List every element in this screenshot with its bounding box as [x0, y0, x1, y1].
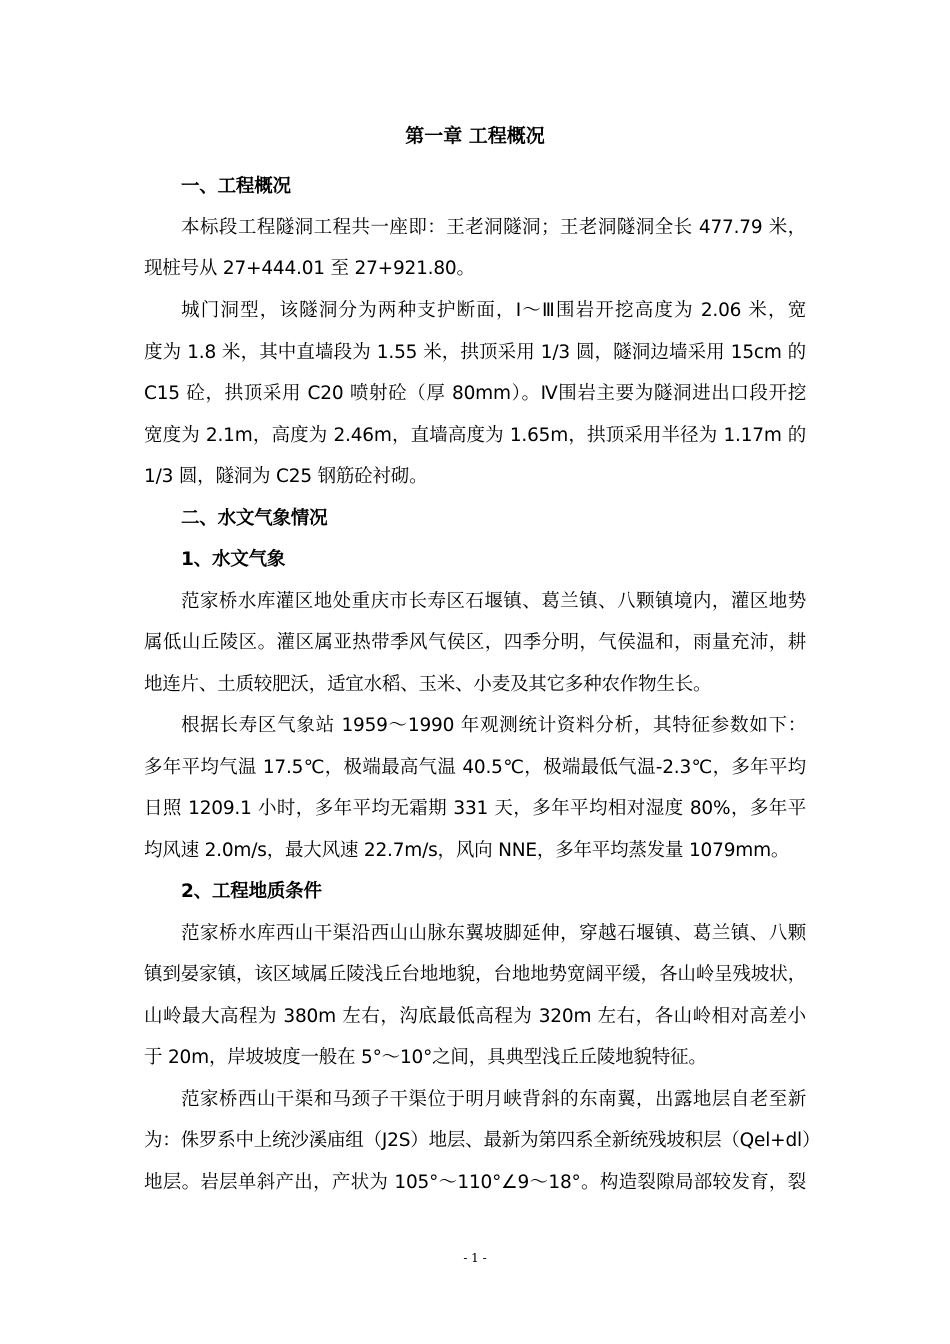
subsection-heading-climate: 1、水文气象 [181, 549, 286, 570]
paragraph-line: 范家桥西山干渠和马颈子干渠位于明月峡背斜的东南翼，出露地层自老至新 [181, 1089, 806, 1110]
paragraph-line: 1/3 圆，隧洞为 C25 钢筋砼衬砌。 [144, 466, 428, 487]
paragraph-line: 度为 1.8 米，其中直墙段为 1.55 米，拱顶采用 1/3 圆，隧洞边墙采用 15cm 的 [144, 342, 806, 363]
subsection-heading-geology: 2、工程地质条件 [181, 881, 322, 902]
paragraph-line: C15 砼，拱顶采用 C20 喷射砼（厚 80mm）。Ⅳ围岩主要为隧洞进出口段开挖 [144, 383, 806, 404]
paragraph-line: 多年平均气温 17.5℃，极端最高气温 40.5℃，极端最低气温-2.3℃，多年平均 [144, 757, 806, 778]
page-number: - 1 - [463, 1251, 487, 1265]
paragraph-line: 现桩号从 27+444.01 至 27+921.80。 [144, 258, 475, 279]
paragraph-line: 地层。岩层单斜产出，产状为 105°～110°∠9～18°。构造裂隙局部较发育，裂 [144, 1172, 806, 1193]
paragraph-line: 本标段工程隧洞工程共一座即：王老洞隧洞；王老洞隧洞全长 477.79 米， [181, 217, 806, 238]
paragraph-line: 均风速 2.0m/s，最大风速 22.7m/s，风向 NNE，多年平均蒸发量 1079mm。 [144, 840, 790, 861]
paragraph-line: 为：侏罗系中上统沙溪庙组（J2S）地层、最新为第四系全新统残坡积层（Qel+dl） [144, 1130, 821, 1151]
paragraph-line: 范家桥水库西山干渠沿西山山脉东翼坡脚延伸，穿越石堰镇、葛兰镇、八颗 [181, 923, 806, 944]
paragraph-line: 地连片、土质较肥沃，适宜水稻、玉米、小麦及其它多种农作物生长。 [144, 674, 712, 695]
section-heading-hydrology: 二、水文气象情况 [181, 508, 328, 529]
paragraph-line: 镇到晏家镇，该区域属丘陵浅丘台地地貌，台地地势宽阔平缓，各山岭呈残坡状， [144, 964, 806, 985]
section-heading-overview: 一、工程概况 [181, 176, 291, 197]
paragraph-line: 城门洞型，该隧洞分为两种支护断面，Ⅰ～Ⅲ围岩开挖高度为 2.06 米，宽 [181, 300, 806, 321]
paragraph-line: 宽度为 2.1m，高度为 2.46m，直墙高度为 1.65m，拱顶采用半径为 1.17m 的 [144, 425, 806, 446]
paragraph-line: 于 20m，岸坡坡度一般在 5°～10°之间，具典型浅丘丘陵地貌特征。 [144, 1047, 707, 1068]
paragraph-line: 日照 1209.1 小时，多年平均无霜期 331 天，多年平均相对湿度 80%，多年平 [144, 798, 806, 819]
paragraph-line: 山岭最大高程为 380m 左右，沟底最低高程为 320m 左右，各山岭相对高差小 [144, 1006, 806, 1027]
paragraph-line: 属低山丘陵区。灌区属亚热带季风气侯区，四季分明，气侯温和，雨量充沛，耕 [144, 632, 806, 653]
paragraph-line: 根据长寿区气象站 1959～1990 年观测统计资料分析，其特征参数如下： [181, 715, 806, 736]
chapter-title: 第一章 工程概况 [405, 125, 545, 147]
paragraph-line: 范家桥水库灌区地处重庆市长寿区石堰镇、葛兰镇、八颗镇境内，灌区地势 [181, 591, 806, 612]
